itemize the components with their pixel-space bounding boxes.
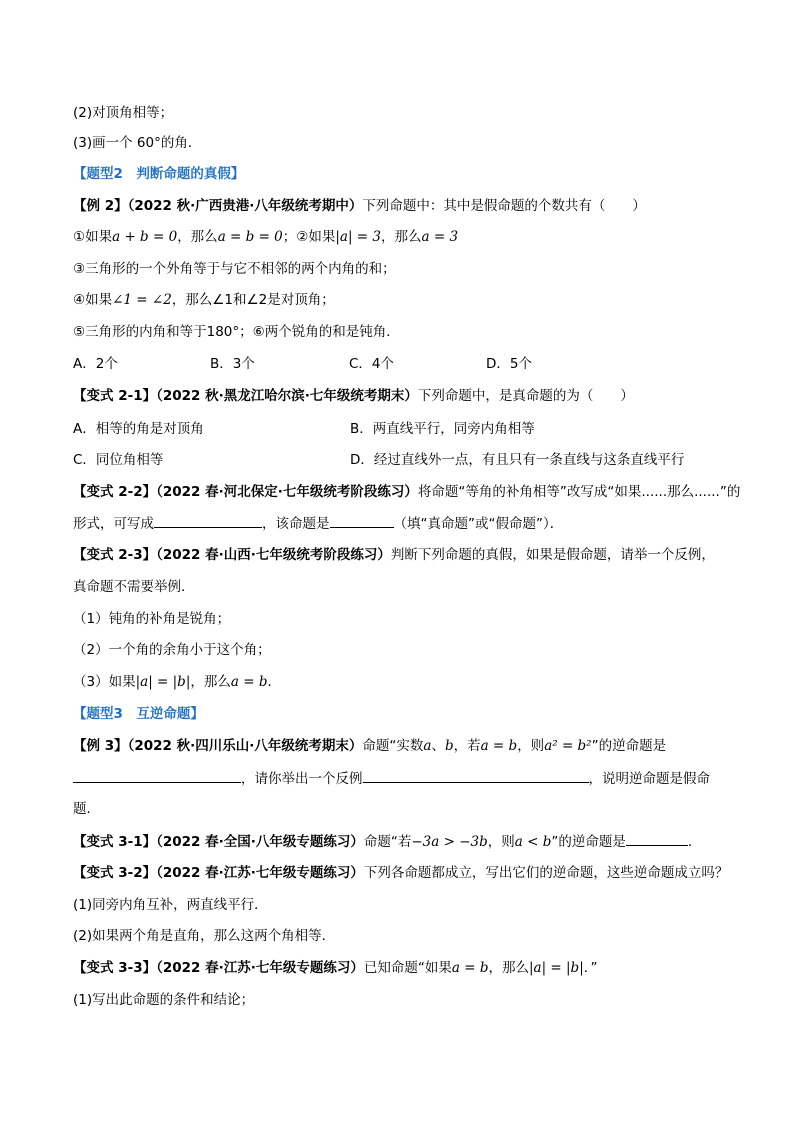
variant-2-2-stem: 【变式 2-2】（2022 春·河北保定·七年级统考阶段练习）将命题“等角的补角相等”改写成“如果......那么......”的 bbox=[73, 484, 741, 500]
example-2-options bbox=[73, 354, 723, 374]
option-c: C．4个 bbox=[349, 356, 395, 372]
option-d: D．5个 bbox=[486, 356, 532, 372]
option-a: A．2个 bbox=[73, 356, 118, 372]
answer-blank[interactable] bbox=[73, 768, 241, 783]
option-d: D．经过直线外一点，有且只有一条直线与这条直线平行 bbox=[350, 452, 685, 468]
variant-2-1-stem: 【变式 2-1】（2022 秋·黑龙江哈尔滨·七年级统考期末）下列命题中，是真命题的为（ ） bbox=[73, 388, 634, 404]
option-b: B．两直线平行，同旁内角相等 bbox=[350, 421, 535, 437]
example-2-item-3: ③三角形的一个外角等于与它不相邻的两个内角的和； bbox=[73, 261, 396, 277]
variant-3-2-item-1: (1)同旁内角互补，两直线平行． bbox=[73, 897, 268, 913]
answer-blank[interactable] bbox=[330, 513, 394, 528]
example-3-stem: 【例 3】（2022 秋·四川乐山·八年级统考期末）命题“实数a、b，若a = b，则a² = b²”的逆命题是 bbox=[73, 738, 667, 754]
variant-3-2-stem: 【变式 3-2】（2022 春·江苏·七年级专题练习）下列各命题都成立，写出它们的逆命题，这些逆命题成立吗？ bbox=[73, 865, 729, 881]
variant-2-3-line-2: 真命题不需要举例． bbox=[73, 579, 195, 595]
example-2-items-5-6: ⑤三角形的内角和等于180°；⑥两个锐角的和是钝角． bbox=[73, 324, 400, 340]
example-3-line-2: ，请你举出一个反例 ，说明逆命题是假命 bbox=[73, 768, 710, 789]
answer-blank[interactable] bbox=[626, 831, 688, 846]
variant-3-3-item-1: (1)写出此命题的条件和结论； bbox=[73, 992, 255, 1008]
example-2-items-1-2: ①如果a + b = 0，那么a = b = 0；②如果|a| = 3，那么a = 3 bbox=[73, 229, 459, 245]
variant-3-3-stem: 【变式 3-3】（2022 春·江苏·七年级专题练习）已知命题“如果a = b，那么|a| = |b|．” bbox=[73, 960, 598, 976]
section-heading-type2: 【题型2 判断命题的真假】 bbox=[73, 166, 245, 182]
variant-2-2-line-2: 形式，可写成 ，该命题是 （填“真命题”或“假命题”）． bbox=[73, 513, 563, 534]
section-heading-type3: 【题型3 互逆命题】 bbox=[73, 706, 204, 722]
variant-2-1-options-row-1 bbox=[73, 419, 723, 439]
item-3: (3)画一个 60°的角． bbox=[73, 135, 202, 151]
answer-blank[interactable] bbox=[154, 513, 262, 528]
example-2-item-4: ④如果∠1 = ∠2，那么∠1和∠2是对顶角； bbox=[73, 292, 335, 308]
variant-2-3-stem: 【变式 2-3】（2022 春·山西·七年级统考阶段练习）判断下列命题的真假，如果是假命题，请举一个反例， bbox=[73, 547, 715, 563]
variant-2-3-item-1: （1）钝角的补角是锐角； bbox=[73, 611, 231, 627]
variant-2-3-item-3: （3）如果|a| = |b|，那么a = b． bbox=[73, 674, 281, 690]
example-3-line-3: 题． bbox=[73, 801, 100, 817]
example-2-stem: 【例 2】（2022 秋·广西贵港·八年级统考期中）下列命题中：其中是假命题的个数共有（ ） bbox=[73, 198, 646, 214]
variant-3-2-item-2: (2)如果两个角是直角，那么这两个角相等． bbox=[73, 928, 336, 944]
variant-2-3-item-2: （2）一个角的余角小于这个角； bbox=[73, 642, 271, 658]
answer-blank[interactable] bbox=[363, 768, 589, 783]
option-a: A．相等的角是对顶角 bbox=[73, 421, 204, 437]
variant-2-1-options-row-2 bbox=[73, 450, 723, 470]
option-b: B．3个 bbox=[210, 356, 255, 372]
option-c: C．同位角相等 bbox=[73, 452, 164, 468]
variant-3-1-stem: 【变式 3-1】（2022 春·全国·八年级专题练习）命题“若−3a > −3b，则a < b”的逆命题是 ． bbox=[73, 831, 701, 852]
item-2: (2)对顶角相等； bbox=[73, 105, 174, 121]
